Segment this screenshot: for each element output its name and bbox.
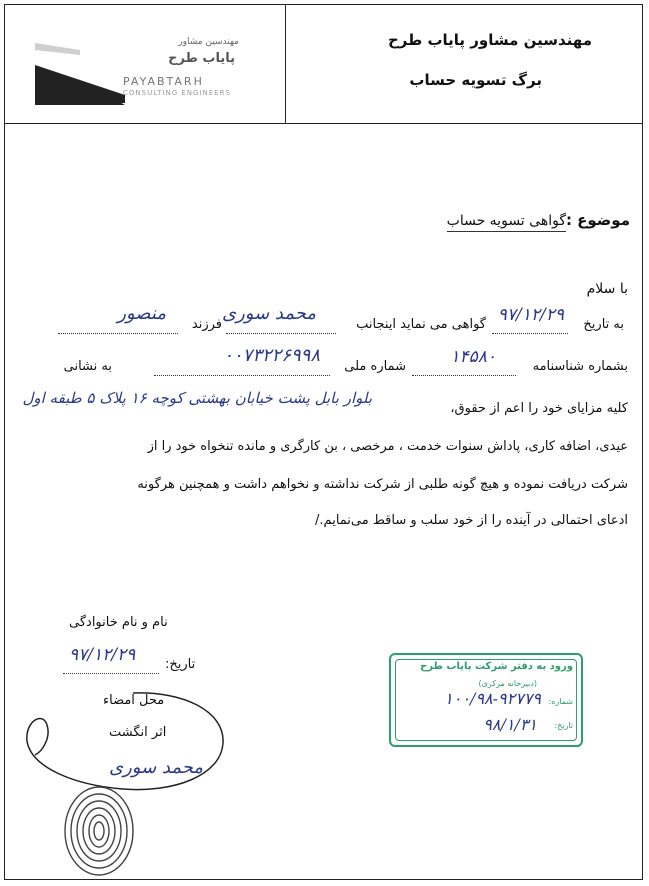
logo-name-fa: پایاب طرح <box>168 51 235 66</box>
logo-subtitle-en: CONSULTING ENGINEERS <box>123 89 231 97</box>
body-line2-c: به نشانی <box>63 359 112 374</box>
subject-value: گواهی تسویه حساب <box>447 213 566 232</box>
handwritten-father: منصور <box>117 303 166 324</box>
date-label: تاریخ: <box>165 657 196 672</box>
logo-name-fa-small: مهندسین مشاور <box>178 37 239 47</box>
handwritten-id-number: ۱۴۵۸۰ <box>450 347 496 367</box>
handwritten-sign-date: ۹۷/۱۲/۲۹ <box>69 645 136 665</box>
handwritten-date: ۹۷/۱۲/۲۹ <box>497 305 564 325</box>
name-label: نام و نام خانوادگی <box>69 615 168 630</box>
sign-date-dots <box>63 673 159 674</box>
greeting: با سلام <box>586 281 628 297</box>
stamp-date-value: ۹۸/۱/۳۱ <box>483 715 537 734</box>
logo-name-en: PAYABTARH <box>123 75 204 88</box>
stamp-subtitle: (دبیرخانه مرکزی) <box>478 679 537 688</box>
logo-box <box>5 5 286 123</box>
body-line1-c: فرزند <box>191 317 222 332</box>
sign-place-label: محل امضاء <box>103 693 165 708</box>
handwritten-national-id: ۰۰۷۳۲۲۶۹۹۸ <box>223 345 320 366</box>
handwritten-address: بلوار بابل پشت خیابان بهشتی کوچه ۱۶ پلاک ۵ طبقه اول <box>22 389 372 407</box>
handwritten-name: محمد سوری <box>222 303 316 324</box>
stamp-title: ورود به دفتر شرکت پایاب طرح <box>420 661 573 672</box>
document-page <box>4 4 643 880</box>
body-line1-a: به تاریخ <box>583 317 624 332</box>
name-dots <box>226 333 336 334</box>
body-line6: ادعای احتمالی در آینده را از خود سلب و ساقط می‌نمایم./ <box>315 513 628 528</box>
national-id-dots <box>154 375 330 376</box>
thumb-label: اثر انگشت <box>109 725 167 740</box>
stamp-date-label: تاریخ: <box>554 721 573 730</box>
body-line1-b: گواهی می نماید اینجانب <box>356 317 486 332</box>
stamp-number-label: شماره: <box>548 697 573 706</box>
body-line2-a: بشماره شناسنامه <box>532 359 628 374</box>
body-line2-b: شماره ملی <box>344 359 406 374</box>
fingerprint-icon <box>59 781 139 881</box>
stamp-number-value: ۱۰۰/۹۸-۹۲۷۷۹ <box>444 689 541 708</box>
body-line5: شرکت دریافت نموده و هیچ گونه طلبی از شرکت نداشته و نخواهم داشت و همچنین هرگونه <box>137 477 628 492</box>
subject-label: موضوع : <box>565 211 630 229</box>
id-dots <box>412 375 516 376</box>
receipt-stamp <box>389 653 583 747</box>
header <box>5 5 642 124</box>
body-line4: عیدی، اضافه کاری، پاداش سنوات خدمت ، مرخصی ، بن کارگری و مانده تنخواه خود را از <box>147 439 628 454</box>
father-dots <box>58 333 178 334</box>
date-dots <box>492 333 568 334</box>
handwritten-signature: محمد سوری <box>109 757 203 778</box>
company-name: مهندسین مشاور پایاب طرح <box>387 31 592 49</box>
body-line3: کلیه مزایای خود را اعم از حقوق، <box>450 401 628 416</box>
form-title: برگ تسویه حساب <box>409 71 542 89</box>
